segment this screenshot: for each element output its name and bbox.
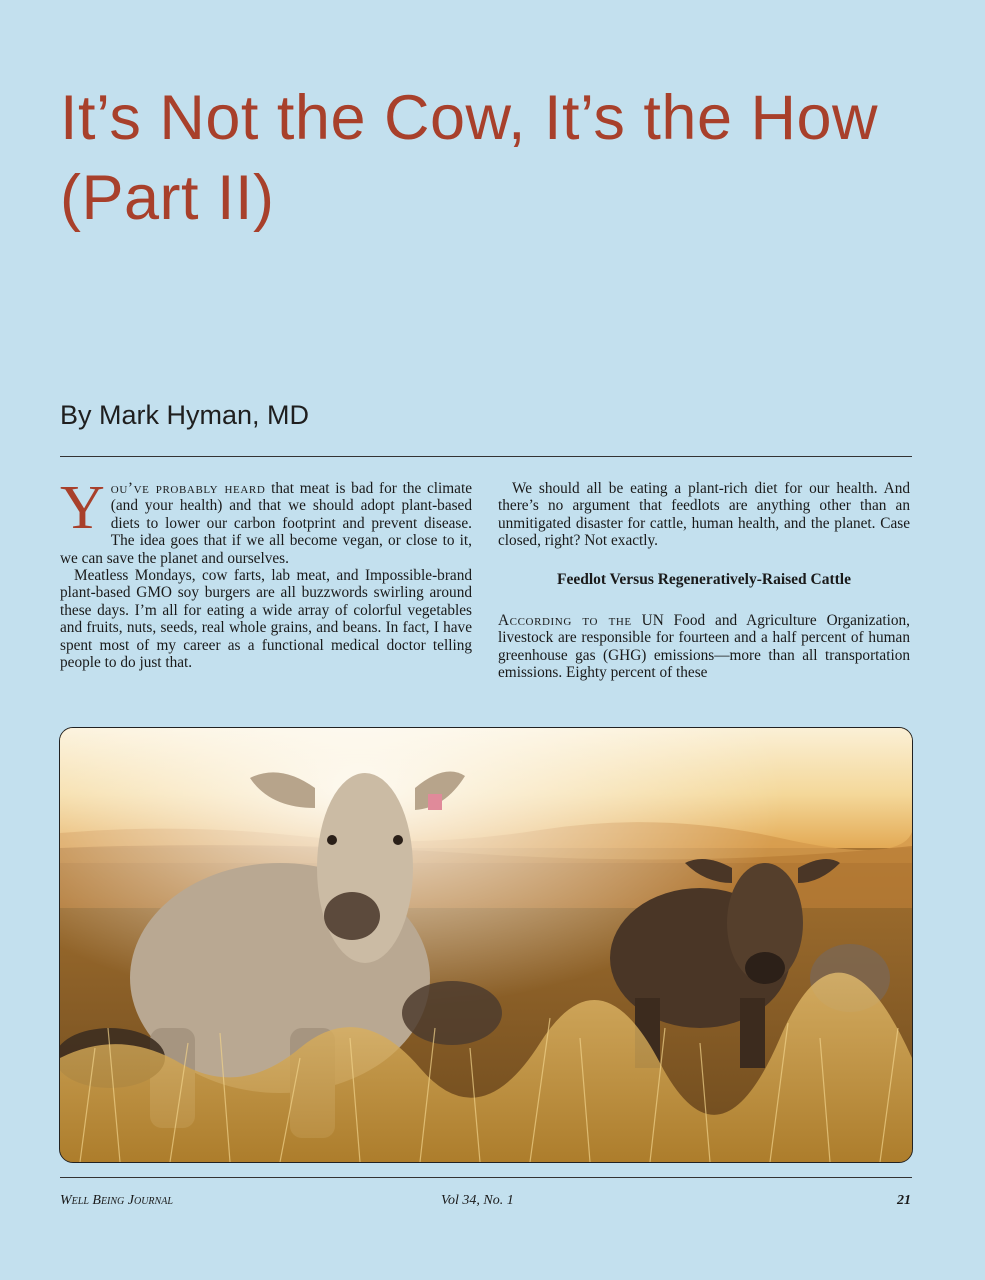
drop-cap: Y [60, 474, 105, 542]
top-divider [60, 456, 912, 457]
footer-page-number: 21 [897, 1193, 911, 1208]
right-lead-in-smallcaps: According to the [498, 612, 632, 630]
article-title: It’s Not the Cow, It’s the How (Part II) [60, 83, 879, 233]
section-subhead: Feedlot Versus Regeneratively-Raised Cattle [556, 570, 851, 588]
right-paragraph-1: We should all be eating a plant-rich diet for our health. And there’s no argument that feedlots are anything other than an unmitigated disaster for cattle, human health, and the planet. Case closed, right? Not exactly. [498, 480, 910, 550]
footer-divider [60, 1177, 912, 1178]
left-column [60, 474, 473, 672]
footer-volume: Vol 34, No. 1 [441, 1193, 514, 1208]
left-paragraph-2: Meatless Mondays, cow farts, lab meat, and Impossible-brand plant-based GMO soy burgers are all buzzwords swirling around these days. I’m all for eating a wide array of colorful vegetables and fruits, nuts, seeds, real whole grains, and beans. In fact, I have spent most of my career as a functional medical doctor telling people to do just that. [60, 567, 472, 672]
footer-journal-name: Well Being Journal [60, 1193, 173, 1208]
cattle-photo [59, 727, 913, 1163]
right-paragraph-2 [498, 612, 910, 682]
right-paragraph-2-text: UN Food and Agriculture Organization, livestock are responsible for fourteen and a half percent of human greenhouse gas (GHG) emissions—more than all transportation emissions. Eighty percent of these [498, 612, 910, 682]
byline: By Mark Hyman, MD [60, 400, 310, 430]
right-column [498, 480, 910, 682]
cattle-photo-illustration [60, 728, 912, 1162]
left-paragraph-1 [60, 474, 473, 567]
lead-in-smallcaps: ou’ve probably heard [110, 480, 266, 497]
left-paragraph-1-text: that meat is bad for the climate (and your health) and that we should adopt plant-based diets to lower our carbon footprint and prevent disease. The idea goes that if we all become vegan, or close to it, we can save the planet and ourselves. [60, 480, 473, 567]
